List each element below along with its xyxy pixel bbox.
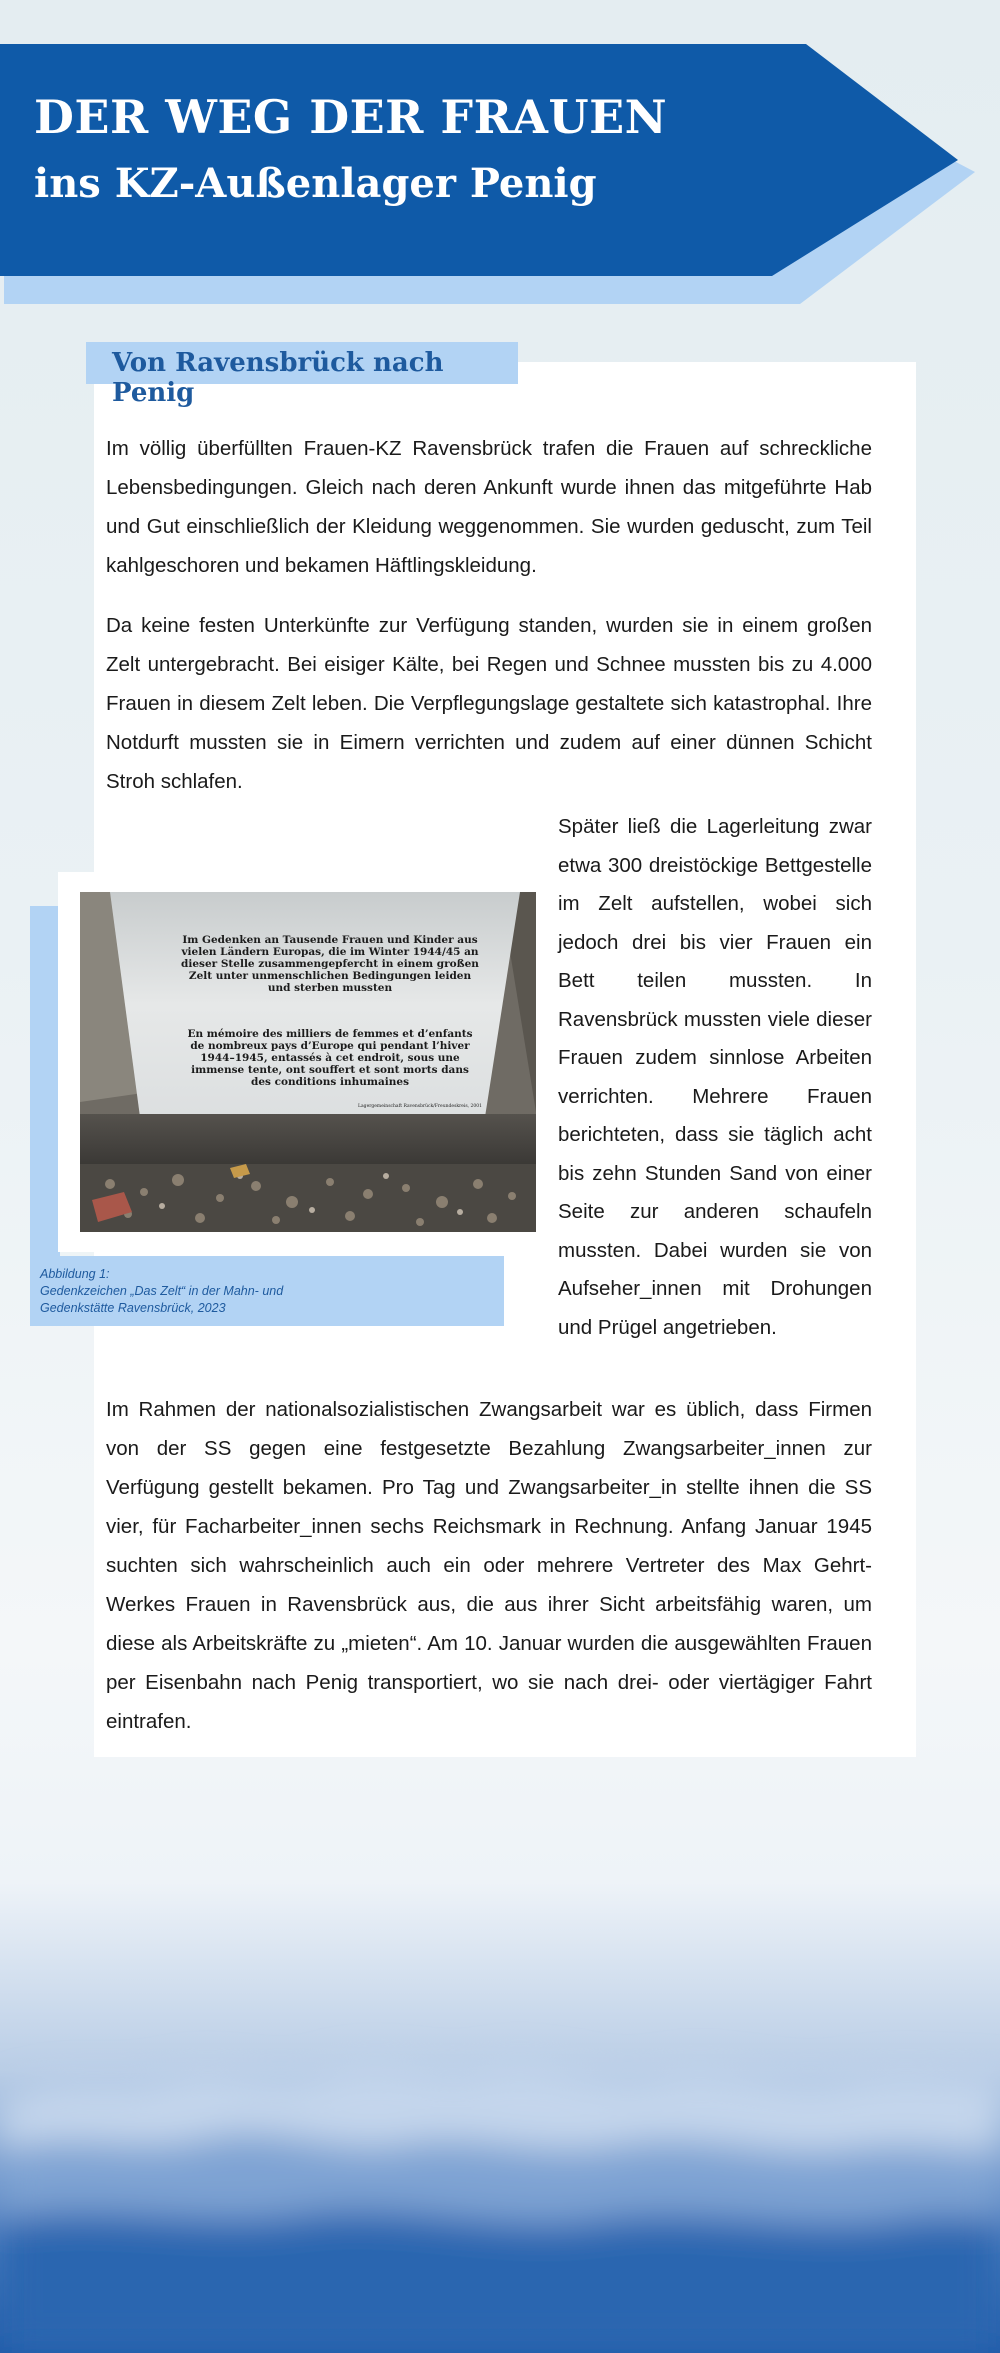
paragraph-3: Später ließ die Lagerleitung zwar etwa 300 dreistöckige Bettgestelle im Zelt aufstellen, wobei sich jedoch drei bis vier Frauen ein Bett teilen mussten. In Ravensbrück mussten viele dieser Frauen zudem sinnlose Arbeiten verrichten. Mehrere Frauen berichteten, dass sie täglich acht bis zehn Stunden Sand von einer Seite zur anderen schaufeln mussten. Dabei wurden sie von Aufseher_innen mit Drohungen und Prügel angetrieben. bbox=[558, 815, 872, 1339]
paragraph-1: Im völlig überfüllten Frauen-KZ Ravensbrück trafen die Frauen auf schreckliche Lebensbedingungen. Gleich nach deren Ankunft wurde ihnen das mitgeführte Hab und Gut einschließlich der Kleidung weggenommen. Sie wurden geduscht, zum Teil kahlgeschoren und bekamen Häftlingskleidung. bbox=[106, 437, 872, 577]
paragraph-2: Da keine festen Unterkünfte zur Verfügung standen, wurden sie in einem großen Zelt untergebracht. Bei eisiger Kälte, bei Regen und Schnee mussten bis zu 4.000 Frauen in diesem Zelt leben. Die Verpflegungslage gestaltete sich katastrophal. Ihre Notdurft mussten sie in Eimern verrichten und zudem auf einer dünnen Schicht Stroh schlafen. bbox=[106, 614, 872, 793]
memorial-photo bbox=[80, 892, 536, 1232]
mist-decoration bbox=[0, 1980, 1000, 2353]
section-heading bbox=[86, 342, 518, 408]
plaque-footer: Lagergemeinschaft Ravensbrück/Freundeskreis, 2001 bbox=[358, 1104, 482, 1109]
section-heading-text: Von Ravensbrück nach Penig bbox=[112, 348, 444, 408]
plaque-text-french: En mémoire des milliers de femmes et d’enfants de nombreux pays d’Europe qui pendant l’hiver 1944–1945, entassés à cet endroit, sous une immense tente, ont souffert et sont morts dans des conditions inhumaines bbox=[187, 1028, 473, 1088]
title-banner bbox=[0, 44, 980, 314]
page-subtitle: ins KZ-Außenlager Penig bbox=[34, 160, 597, 207]
caption-label: Abbildung 1: bbox=[40, 1267, 110, 1281]
figure-caption bbox=[30, 1256, 504, 1326]
plaque-text-german: Im Gedenken an Tausende Frauen und Kinder aus vielen Ländern Europas, die im Winter 1944/45 an dieser Stelle zusammengepfercht in einem großen Zelt unter unmenschlichen Bedingungen leiden und sterben mussten bbox=[181, 934, 479, 994]
plaque-base bbox=[80, 1114, 536, 1166]
page-title: DER WEG DER FRAUEN bbox=[34, 90, 668, 144]
caption-line-1: Gedenkzeichen „Das Zelt“ in der Mahn- und bbox=[40, 1284, 284, 1298]
paragraph-4: Im Rahmen der nationalsozialistischen Zwangsarbeit war es üblich, dass Firmen von der SS gegen eine festgesetzte Bezahlung Zwangsarbeiter_innen zur Verfügung gestellt bekamen. Pro Tag und Zwangsarbeiter_in stellte ihnen die SS vier, für Facharbeiter_innen sechs Reichsmark in Rechnung. Anfang Januar 1945 suchten sich wahrscheinlich auch ein oder mehrere Vertreter des Max Gehrt-Werkes Frauen in Ravensbrück aus, die aus ihrer Sicht arbeitsfähig waren, um diese als Arbeitskräfte zu „mieten“. Am 10. Januar wurden die ausgewählten Frauen per Eisenbahn nach Penig transportiert, wo sie nach drei- oder viertägiger Fahrt eintrafen. bbox=[106, 1398, 872, 1733]
caption-line-2: Gedenkstätte Ravensbrück, 2023 bbox=[40, 1301, 226, 1315]
